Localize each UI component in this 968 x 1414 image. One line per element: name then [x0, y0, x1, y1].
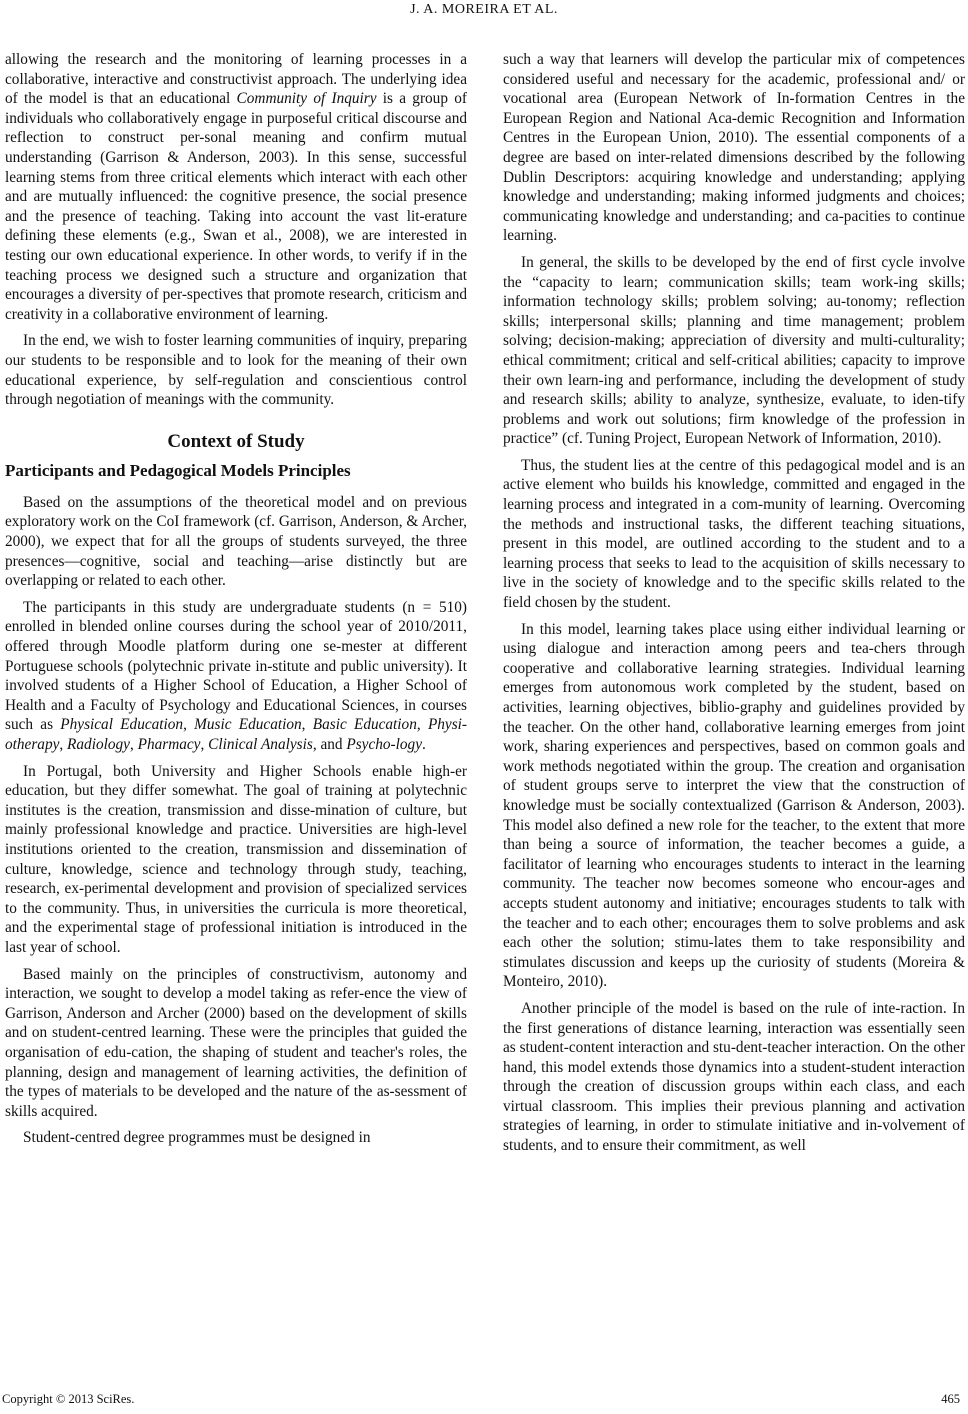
- separator: .: [421, 736, 426, 753]
- left-paragraph-4: [5, 598, 467, 755]
- running-head: J. A. MOREIRA ET AL.: [410, 2, 558, 17]
- separator: ,: [200, 736, 209, 753]
- separator: ,: [301, 716, 313, 734]
- copyright-notice: Copyright © 2013 SciRes.: [2, 1392, 135, 1406]
- right-column: [503, 50, 965, 1163]
- separator: ,: [129, 736, 138, 753]
- left-p1-text-a: allowing the research and the monitoring of learning processes in a collaborative, interactive and constructivist approach. The underlying idea of the model is that an educational: [5, 51, 467, 108]
- separator: ,: [416, 716, 428, 734]
- course-name: Clinical Analysis: [208, 736, 313, 753]
- separator: ,: [183, 716, 195, 734]
- left-p4-text: The participants in this study are undergraduate students (n = 510) enrolled in blended online courses during the school year of 2010/2011, offered through Moodle platform during one se-mester at different Portuguese schools (polytechnic private in-stitute and public university). It involved students of a Higher School of Education, a Higher School of Health and a Faculty of Psychology and Educational Sciences, in courses such as: [5, 598, 467, 734]
- course-name: Psycho-logy: [346, 736, 422, 753]
- section-title: Context of Study: [167, 430, 305, 452]
- left-p1-text-b: is a group of individuals who collaboratively engage in purposeful critical discourse and reflection to construct per-sonal meaning and confirm mutual understanding (Garrison & Anderson, 2003). In this sense, successful learning stems from three critical elements which interact with each other and are mutually influenced: the cognitive presence, the social presence and the presence of teaching. Taking into account the vast lit-erature defining these elements (e.g., Swan et al., 2008), we are interested in testing our own educational experience. In other words, to verify if in the teaching process we designed such a structure and organization that encourages a diversity of per-spectives that promote research, criticism and creativity in a collaborative environment of learning.: [5, 90, 467, 323]
- separator: , and: [312, 736, 347, 753]
- right-paragraph-2: In general, the skills to be developed by the end of first cycle involve the “capacity to learn; communication skills; team work-ing skills; information technology skills; problem solving; au-tonomy; reflection skills; interpersonal skills; planning and time management; problem solving; decision-making; appreciation of diversity and multi-culturality; ethical commitment; critical and self-critical abilities; capacity to improve their own learn-ing and performance, including the development of study and research skills; ability to analyze, synthesize, evaluate, to iden-tify problems and work out solutions; firm knowledge of the profession in practice” (cf. Tuning Project, European Network of Information, 2010).: [503, 253, 965, 448]
- right-paragraph-4: In this model, learning takes place using either individual learning or using dialogue and interaction among peers and tea-chers through cooperative and collaborative learning strategies. Individual learning emerges from autonomous work completed by the student, based on activities, learning objectives, biblio-graphy and guidelines provided by the teacher. On the other hand, collaborative learning emerges from joint work, sharing experiences and perspectives, based on common goals and work methods negotiated within the group. The creation and organisation of student groups serve to interpret the view that the construction of knowledge must be socially contextualized (Garrison & Anderson, 2003). This model also defined a new role for the teacher, to the extent that more than being a source of information, the teacher becomes a guide, a facilitator of learning who encourages students to interact in the learning community. The teacher now becomes someone who encour-ages and accepts student autonomy and initiative; encourages students to talk with the teacher and to each other; encourages them to solve problems and ask each other the solution; stimu-lates them to take responsibility and stimulates discussion and keeps up the curiosity of students (Moreira & Monteiro, 2010).: [503, 620, 965, 991]
- course-name: Physi-otherapy: [5, 716, 468, 753]
- left-paragraph-3: Based on the assumptions of the theoretical model and on previous exploratory work on the CoI framework (cf. Garrison, Anderson, & Archer, 2000), we expect that for all the groups of students surveyed, the three presences—cognitive, social and teaching—arise distinctly but are overlapping or related to each other.: [5, 493, 467, 590]
- left-paragraph-6: Based mainly on the principles of constructivism, autonomy and interaction, we sought to develop a model taking as refer-ence the view of Garrison, Anderson and Archer (2000) based on the development of skills and on student-centred learning. These were the principles that guided the organisation of edu-cation, the shaping of student and teacher's roles, the planning, design and management of learning activities, the definition of the types of materials to be developed and the nature of the as-sessment of skills acquired.: [5, 965, 467, 1120]
- course-name: Radiology: [67, 736, 130, 753]
- subsection-title: Participants and Pedagogical Models Principles: [5, 461, 351, 481]
- course-name: Pharmacy: [137, 736, 201, 753]
- right-paragraph-1: such a way that learners will develop the particular mix of competences considered useful and necessary for the academic, professional and/ or vocational area (European Network of In-formation Centres in the European Region and National Aca-demic Recognition and Information Centres in the European Union, 2010). The essential components of a degree are based on inter-related dimensions described by the following Dublin Descriptors: acquiring knowledge and understanding; applying knowledge and understanding; making informed judgments and choices; communicating knowledge and understanding; and ca-pacities to continue learning.: [503, 51, 965, 245]
- right-paragraph-5: Another principle of the model is based on the rule of inte-raction. In the first generations of distance learning, interaction was essentially seen as student-content interaction and stu-dent-teacher interaction. On the other hand, this model extends those dynamics into a student-student interaction through the creation of discussion groups within each class, and each virtual classroom. This implies their previous planning and activation strategies of learning, in order to stimulate initiative and in-volvement of students, and to ensure their commitment, as well: [503, 999, 965, 1155]
- left-column: [5, 50, 467, 1155]
- community-of-inquiry-term: Community of Inquiry: [236, 90, 377, 108]
- page-number: 465: [941, 1392, 960, 1406]
- left-paragraph-7: Student-centred degree programmes must be designed in: [23, 1129, 371, 1147]
- left-paragraph-1: [5, 50, 467, 324]
- course-name: Music Education: [194, 716, 302, 734]
- right-paragraph-3: Thus, the student lies at the centre of this pedagogical model and is an active element who builds his knowledge, committed and engaged in the learning process and integrated in a com-munity of learning. Overcoming the methods and instructional tasks, the different teaching situations, present in this model, are outlined according to the student and to a learning process that seeks to lead to the acquisition of skills necessary to live in the society of knowledge and to the specific skills related to the field chosen by the student.: [503, 456, 965, 612]
- left-paragraph-2: In the end, we wish to foster learning communities of inquiry, preparing our students to be responsible and to look for the meaning of their own educational experience, by self-regulation and conscientious control through negotiation of meanings with the community.: [5, 332, 467, 409]
- course-name: Basic Education: [312, 716, 417, 734]
- course-name: Physical Education: [60, 716, 184, 734]
- left-paragraph-5: In Portugal, both University and Higher Schools enable high-er education, but they differ somewhat. The goal of training at polytechnic institutes is the creation, transmission and disse-mination of culture, but mainly professional knowledge and practice. Universities are high-level institutions oriented to the creation, transmission and dissemination of culture, knowledge, science and technology through study, teaching, research, ex-perimental development and provision of specialized services to the community. Thus, in universities the curricula is more theoretical, and the experimental stage of professional initiation is introduced in the last year of school.: [5, 762, 467, 956]
- separator: ,: [59, 736, 68, 753]
